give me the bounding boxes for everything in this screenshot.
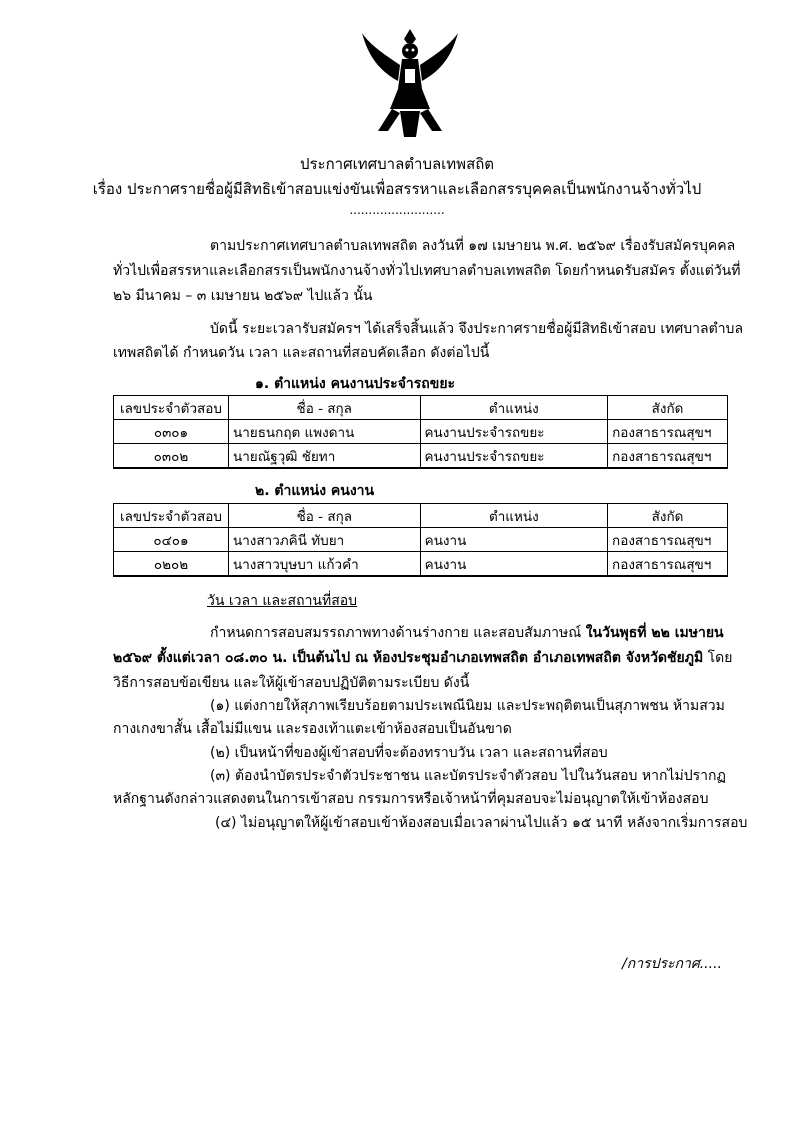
- rule-1: (๑) แต่งกายให้สุภาพเรียบร้อยตามประเพณีนิยม และประพฤติตนเป็นสุภาพชน ห้ามสวม: [210, 698, 725, 714]
- garuda-emblem: [360, 25, 460, 140]
- division: กองสาธารณสุขฯ: [608, 552, 728, 577]
- position: คนงาน: [420, 552, 607, 577]
- exam-id: ๐๒๐๒: [114, 552, 229, 577]
- column-header: เลขประจำตัวสอบ: [114, 504, 229, 528]
- exam-id: ๐๓๐๒: [114, 444, 229, 469]
- table-header-row: [114, 504, 728, 528]
- column-header: ตำแหน่ง: [420, 504, 607, 528]
- full-name: นางสาวภคินี ทับยา: [228, 528, 420, 552]
- intro-line-1: ตามประกาศเทศบาลตำบลเทพสถิต ลงวันที่ ๑๗ เมษายน พ.ศ. ๒๕๖๙ เรื่องรับสมัครบุคคล: [210, 238, 736, 254]
- exam-id: ๐๓๐๑: [114, 420, 229, 444]
- title-separator: .........................: [349, 203, 445, 217]
- rule-3: (๓) ต้องนำบัตรประจำตัวประชาชน และบัตรประจำตัวสอบ ไปในวันสอบ หากไม่ปรากฏ: [210, 768, 726, 784]
- announcement-title: ประกาศเทศบาลตำบลเทพสถิต: [299, 155, 495, 173]
- exam-text: กำหนดการสอบสมรรถภาพทางด้านร่างกาย และสอบสัมภาษณ์: [210, 625, 586, 641]
- exam-text: โดย: [703, 650, 733, 666]
- full-name: นายธนกฤต แพงดาน: [228, 420, 420, 444]
- table-header-row: [114, 396, 728, 420]
- column-header: ชื่อ - สกุล: [228, 504, 420, 528]
- candidates-table-1: [113, 395, 728, 469]
- division: กองสาธารณสุขฯ: [608, 444, 728, 469]
- full-name: นายณัฐวุฒิ ชัยทา: [228, 444, 420, 469]
- column-header: สังกัด: [608, 504, 728, 528]
- exam-line-2: [113, 647, 733, 669]
- exam-id: ๐๔๐๑: [114, 528, 229, 552]
- rule-3-cont: หลักฐานดังกล่าวแสดงตนในการเข้าสอบ กรรมการหรือเจ้าหน้าที่คุมสอบจะไม่อนุญาตให้เข้าห้องสอบ: [113, 791, 709, 807]
- column-header: ตำแหน่ง: [420, 396, 608, 420]
- rule-4: (๔) ไม่อนุญาตให้ผู้เข้าสอบเข้าห้องสอบเมื่อเวลาผ่านไปแล้ว ๑๕ นาที หลังจากเริ่มการสอบ: [215, 815, 748, 831]
- table-row: [114, 528, 728, 552]
- position: คนงาน: [420, 528, 607, 552]
- intro-line-2: ทั่วไปเพื่อสรรหาและเลือกสรรเป็นพนักงานจ้างทั่วไปเทศบาลตำบลเทพสถิต โดยกำหนดรับสมัคร ตั้งแต่วันที่: [113, 263, 741, 279]
- rule-2: (๒) เป็นหน้าที่ของผู้เข้าสอบที่จะต้องทราบวัน เวลา และสถานที่สอบ: [210, 745, 608, 761]
- exam-date: ในวันพุธที่ ๒๒ เมษายน: [585, 625, 724, 641]
- announce-line-2: เทพสถิตได้ กำหนดวัน เวลา และสถานที่สอบคัดเลือก ดังต่อไปนี้: [113, 345, 490, 361]
- position: คนงานประจำรถขยะ: [420, 420, 608, 444]
- exam-schedule-heading: วัน เวลา และสถานที่สอบ: [207, 593, 358, 609]
- table-row: [114, 444, 728, 469]
- full-name: นางสาวบุษบา แก้วคำ: [228, 552, 420, 577]
- division: กองสาธารณสุขฯ: [608, 420, 728, 444]
- announcement-subject: เรื่อง ประกาศรายชื่อผู้มีสิทธิเข้าสอบแข่งขันเพื่อสรรหาและเลือกสรรบุคคลเป็นพนักงานจ้างทั่วไป: [92, 180, 702, 198]
- intro-line-3: ๒๖ มีนาคม – ๓ เมษายน ๒๕๖๙ ไปแล้ว นั้น: [113, 288, 373, 304]
- division: กองสาธารณสุขฯ: [608, 528, 728, 552]
- rule-1-cont: กางเกงขาสั้น เสื้อไม่มีแขน และรองเท้าแตะเข้าห้องสอบเป็นอันขาด: [113, 721, 512, 737]
- exam-line-3: วิธีการสอบข้อเขียน และให้ผู้เข้าสอบปฏิบัติตามระเบียบ ดังนี้: [113, 675, 470, 691]
- column-header: สังกัด: [608, 396, 728, 420]
- candidates-table-2: [113, 503, 728, 577]
- exam-line-1: [113, 622, 728, 644]
- table-row: [114, 552, 728, 577]
- table2-heading: ๒. ตำแหน่ง คนงาน: [255, 483, 375, 499]
- announce-line-1: บัดนี้ ระยะเวลารับสมัครฯ ได้เสร็จสิ้นแล้ว จึงประกาศรายชื่อผู้มีสิทธิเข้าสอบ เทศบาลตำบล: [210, 321, 744, 337]
- column-header: เลขประจำตัวสอบ: [114, 396, 229, 420]
- continuation-note: /การประกาศ.....: [622, 956, 722, 972]
- table1-heading: ๑. ตำแหน่ง คนงานประจำรถขยะ: [255, 376, 456, 392]
- column-header: ชื่อ - สกุล: [228, 396, 420, 420]
- exam-time-place: ๒๕๖๙ ตั้งแต่เวลา ๐๘.๓๐ น. เป็นต้นไป ณ ห้องประชุมอำเภอเทพสถิต อำเภอเทพสถิต จังหวัดชัยภูมิ: [113, 650, 704, 666]
- table-row: [114, 420, 728, 444]
- position: คนงานประจำรถขยะ: [420, 444, 608, 469]
